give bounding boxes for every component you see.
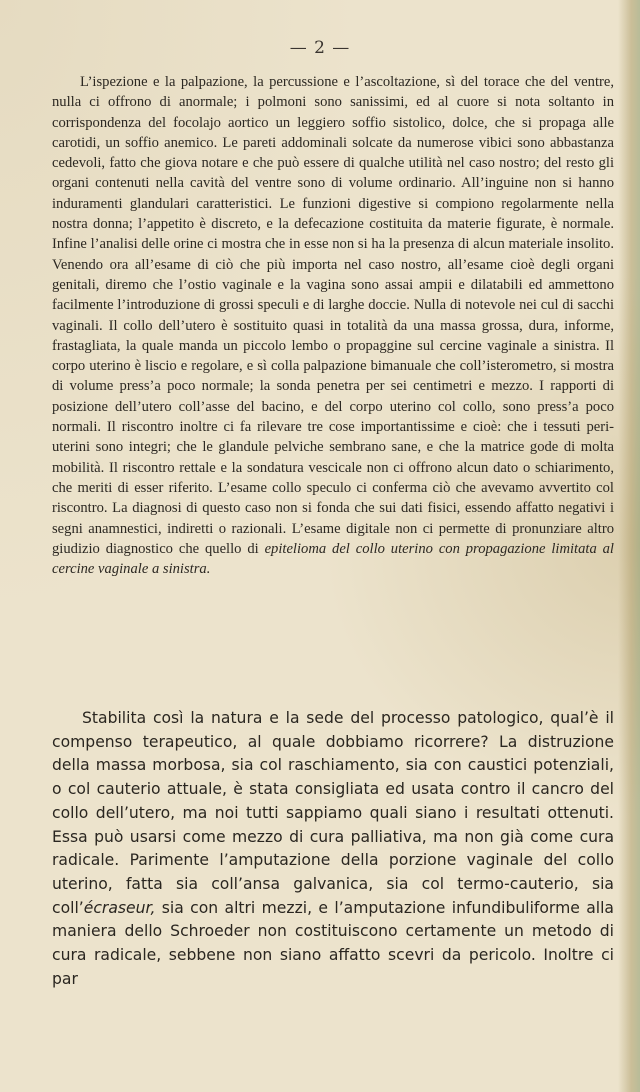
therapy-paragraph (52, 707, 614, 991)
therapy-text-before: Stabilita così la natura e la sede del processo patologico, qual’è il compenso terapeutico, al quale dobbiamo ricorrere? La distruzione della massa morbosa, sia col raschiamento, sia con caustici potenziali, o col cauterio attuale, è stata consigliata ed usata contro il cancro del collo dell’utero, ma noi tutti sappiamo quali siano i resultati ottenuti. Essa può usarsi come mezzo di cura palliativa, ma non già come cura radicale. Parimente l’amputazione della porzione vaginale del collo uterino, fatta sia coll’ansa galvanica, sia col termo-cauterio, sia coll’ (52, 709, 614, 917)
diagnosis-italic: epitelioma del collo uterino con propagazione limitata al cercine vaginale a sinistra. (52, 540, 614, 578)
therapy-paragraph-block (52, 707, 614, 991)
ecraseur-italic: écraseur, (83, 898, 156, 917)
examination-paragraph-block (52, 72, 614, 579)
examination-paragraph (52, 72, 614, 579)
examination-text: L’ispezione e la palpazione, la percussione e l’ascoltazione, sì del torace che del ventre, nulla ci offrono di anormale; i polmoni sono sanissimi, ed al cuore si nota soltanto in corrispondenza del focolajo aortico un leggiero soffio sistolico, dolce, che si propaga alle carotidi, un soffio anemico. Le pareti addominali solcate da numerose vibici sono abbastanza cedevoli, fatto che giova notare e che può essere di qualche utilità nel caso nostro; del resto gli organi contenuti nella cavità del ventre sono di volume ordinario. All’inguine non si hanno induramenti glandulari caratteristici. Le funzioni digestive si compiono regolarmente nella nostra donna; l’appetito è discreto, e la defecazione costituita da materie figurate, è normale. Infine l’analisi delle orine ci mostra che in esse non si ha la presenza di alcun materiale insolito. Venendo ora all’esame di ciò che più importa nel caso nostro, all’esame cioè degli organi genitali, diremo che l’ostio vaginale e la vagina sono assai ampii e dilatabili ed ammettono facilmente l’introduzione di grossi speculi e di larghe doccie. Nulla di notevole nei cul di sacchi vaginali. Il collo dell’utero è sostituito quasi in totalità da una massa grossa, dura, informe, frastagliata, la quale manda un piccolo lembo o propaggine sul cercine vaginale a sinistra. Il corpo uterino è liscio e regolare, e sì colla palpazione bimanuale che coll’isterometro, si mostra di volume press’a poco normale; la sonda penetra per sei centimetri e mezzo. I rapporti di posizione dell’utero coll’asse del bacino, e del corpo uterino col collo, sono press’a poco normali. Il riscontro inoltre ci fa rilevare tre cose importantissime e cioè: che i tessuti peri-uterini sono integri; che le glandule pelviche sembrano sane, e che la matrice gode di molta mobilità. Il riscontro rettale e la sondatura vescicale non ci offrono alcun dato o schiarimento, che meriti di esser riferito. L’esame collo speculo ci conferma ciò che avevamo avvertito col riscontro. La diagnosi di questo caso non si fonda che sui dati fisici, essendo affatto negativi i segni anamnestici, indiretti o razionali. L’esame digitale non ci permette di pronunziare altro giudizio diagnostico che quello di (52, 74, 614, 557)
page-edge-stain (618, 0, 640, 1092)
page-number: — 2 — (289, 38, 351, 58)
therapy-text-after: sia con altri mezzi, e l’amputazione infundibuliforme alla maniera dello Schroeder non costituiscono certamente un metodo di cura radicale, sebbene non siano affatto scevri da pericolo. Inoltre ci par (52, 898, 614, 988)
